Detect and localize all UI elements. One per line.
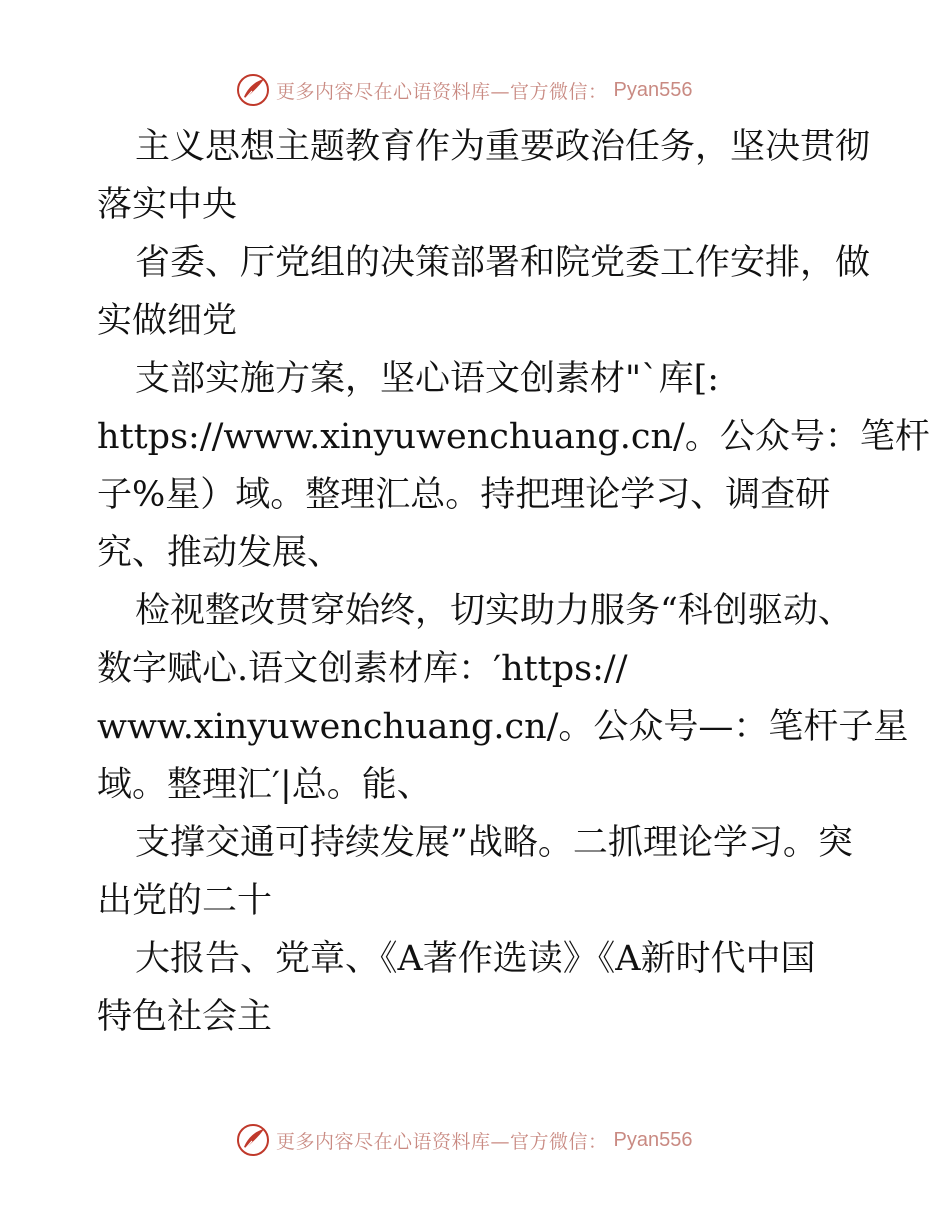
paragraph-line: 大报告、党章、《A著作选读》《A新时代中国 — [135, 939, 816, 979]
paragraph-line: www.xinyuwenchuang.cn/。公众号—：笔杆子星 — [97, 707, 909, 747]
feather-pen-logo-icon — [236, 73, 270, 107]
paragraph-line: 出党的二十 — [97, 881, 273, 921]
paragraph-line: 究、推动发展、 — [97, 533, 343, 573]
document-body — [97, 118, 930, 1046]
paragraph-line: 支撑交通可持续发展”战略。二抓理论学习。突 — [135, 823, 853, 863]
paragraph-line: 子%星）域。整理汇总。持把理论学习、调查研 — [97, 475, 831, 515]
paragraph-line: 主义思想主题教育作为重要政治任务，坚决贯彻 — [135, 127, 871, 167]
paragraph-line: 域。整理汇′|总。能、 — [97, 765, 432, 805]
paragraph-line: 特色社会主 — [97, 997, 273, 1037]
paragraph-line: 支部实施方案，坚心语文创素材"`库[: — [135, 359, 720, 399]
watermark-text: 更多内容尽在心语资料库—官方微信： — [276, 1130, 608, 1153]
paragraph-line: 数字赋心.语文创素材库：′https:// — [97, 649, 628, 689]
watermark-wechat-id: Pyan556 — [613, 1128, 693, 1151]
paragraph-line: 落实中央 — [97, 185, 238, 225]
feather-pen-logo-icon — [236, 1123, 270, 1157]
paragraph-line: 检视整改贯穿始终，切实助力服务“科创驱动、 — [135, 591, 853, 631]
paragraph-line: https://www.xinyuwenchuang.cn/。公众号：笔杆 — [97, 417, 930, 457]
footer-watermark — [236, 1122, 692, 1158]
watermark-wechat-id: Pyan556 — [613, 78, 693, 101]
header-watermark — [236, 72, 692, 108]
paragraph-line: 实做细党 — [97, 301, 238, 341]
paragraph-line: 省委、厅党组的决策部署和院党委工作安排，做 — [135, 243, 871, 283]
watermark-text: 更多内容尽在心语资料库—官方微信： — [276, 80, 608, 103]
